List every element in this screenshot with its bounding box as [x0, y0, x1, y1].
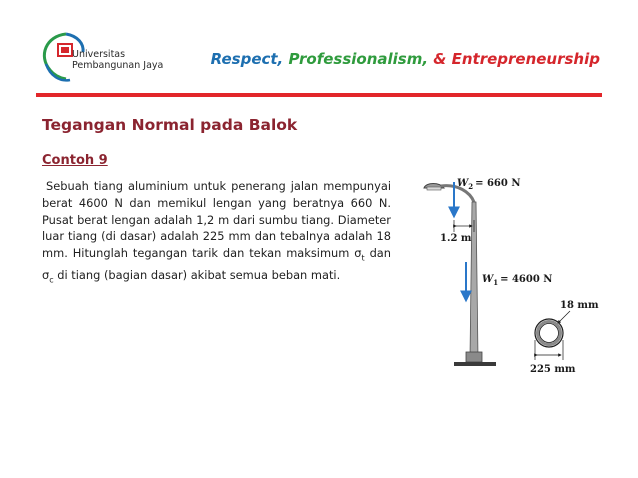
motto-professionalism: Professionalism,: [288, 50, 429, 68]
motto: [211, 50, 600, 68]
example-heading: Contoh 9: [42, 153, 108, 168]
cross-section-inner: [540, 324, 559, 343]
sigma-t: [354, 246, 365, 263]
sigma-subscript-t: t: [361, 253, 365, 263]
sigma-subscript-c: c: [49, 275, 54, 285]
lamp-lens: [427, 187, 441, 190]
diameter-label: 225 mm: [530, 364, 576, 375]
sigma-symbol: σ: [354, 246, 362, 261]
arm-distance-label: 1.2 m: [440, 233, 472, 244]
problem-text-end: di tiang (bagian dasar) akibat semua beban mati.: [57, 268, 341, 283]
problem-text-main: Sebuah tiang aluminium untuk penerang jalan mempunyai berat 4600 N dan memikul lengan yang beratnya 660 N. Pusat berat lengan adalah 1,2 m dari sumbu tiang. Diameter luar tiang (di dasar) adalah 225 mm dan tebalnya adalah 18 mm. Hitunglah tegangan tarik dan tekan maksimum: [42, 179, 391, 261]
motto-entrepreneurship: & Entrepreneurship: [433, 50, 600, 68]
street-light-diagram: [410, 168, 600, 380]
w2-label: $W_2 = 660$ N: [457, 178, 521, 191]
pole-base: [466, 352, 482, 362]
motto-respect: Respect,: [210, 50, 284, 68]
thickness-label: 18 mm: [560, 300, 599, 311]
slide-title: Tegangan Normal pada Balok: [42, 116, 298, 134]
sigma-c: [42, 268, 54, 285]
header-divider: [36, 93, 602, 97]
ground-plate: [454, 362, 496, 366]
logo-line-2: Pembangunan Jaya: [72, 60, 164, 71]
university-name: [72, 49, 163, 71]
sigma-symbol: σ: [42, 268, 50, 283]
w1-label: $W_1 = 4600$ N: [482, 274, 553, 287]
logo-line-1: Universitas: [72, 49, 126, 60]
problem-text: [42, 178, 391, 289]
thickness-leader: [558, 311, 570, 323]
word-dan: dan: [369, 246, 391, 261]
